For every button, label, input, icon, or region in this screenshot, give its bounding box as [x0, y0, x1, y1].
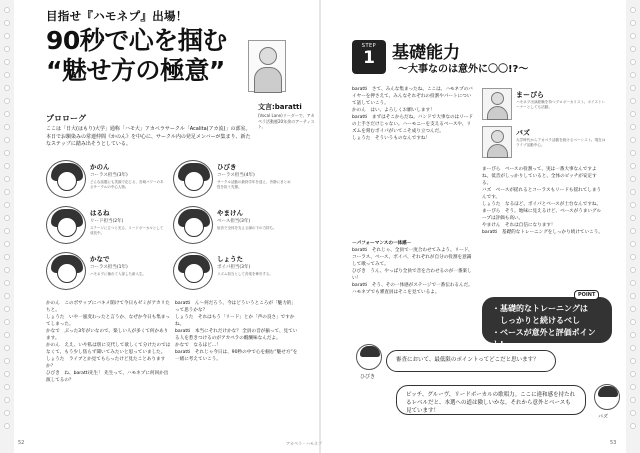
speaker-name: バズ [598, 414, 609, 420]
section-title: 基礎能力 [392, 43, 460, 63]
profile-desc: 大学時代からアカペラ活動を続けるベーシスト。現在はライブ活動中心。 [516, 138, 606, 147]
dialogue-column-1: かのん このボサップにバキメ開けて今日もゼミがアカリたちと。 しょうた いや一風変わったと言うか、なぜか今日も集まってしまった。 かなで ぶった3年がいなので、楽しい人が多くて何かあります。 かのん ええ、いや私は別に交代して欲しくて分けたのではなくて、もう少し焦らず聞いてみたいと思っていました。 しょうた ライブとか見てもらったけど見たことありますか？ ひびき ね、baratti先生！ 先生って、ハモネプに何回か出演してるの？ [46, 301, 171, 383]
cast-card [46, 206, 171, 250]
page-gutter [319, 0, 321, 453]
author-photo [248, 40, 286, 92]
speaker-name: ひびき [360, 374, 376, 380]
cast-grid [46, 160, 296, 290]
cast-desc: ハモネプに憧れて入部した新入生。 [90, 272, 146, 276]
point-line-3: ・ベースが意外と評価ポイント! [492, 328, 596, 349]
cast-role: ボイパ担当(3年) [217, 265, 251, 270]
cast-desc: ステージに立つと光る、リードボーカルとして成長中。 [90, 226, 164, 235]
avatar [173, 206, 213, 244]
cast-card [173, 206, 298, 250]
title-line-2: “魅せ方の極意” [46, 56, 225, 85]
dialogue-text: baratti それじゃ、全員で一度合わせてみよう。リード、コーラス、ベース、ボイパ、それぞれが自分の役割を意識して歌ってみて。 ひびき うん、やっぱり全員で音を合わせるのが一番楽しい！ baratti そう、その一体感がステージで一番伝わるんだ。ハモネプでも審査員はそこを見ているよ。 [352, 248, 473, 295]
point-line-1: ・基礎的なトレーニングは [492, 304, 588, 313]
footer-title: アカペラ・ハモネプ [286, 441, 322, 446]
cast-desc: サークル活動の最終学年を迎え、冷静にまとめ役を担う先輩。 [217, 180, 291, 189]
binder-holes-right [626, 0, 640, 453]
cast-name: はるね [90, 209, 110, 217]
dialogue-column-4 [352, 240, 474, 296]
article-kicker: 目指せ『ハモネプ』出場！ [46, 9, 188, 23]
cast-name: ひびき [217, 163, 237, 171]
dialogue-column-2: baratti ん～何だろう、今はどういうところが「魅力的」って思うかな？ しょうた それはもう「リード」とか「声の良さ」ですかね。 baratti 本当にそれだけかな？ 全員の音が揃って、見ている人を惹きつけるのがアカペラの醍醐味なんだよ。 かなで なるほど…！ baratti それじゃ今日は、90秒の中で心を掴む“魅せ方”を一緒に考えていこう。 [175, 301, 298, 362]
step-label: STEP [361, 43, 377, 49]
avatar-buzz [594, 384, 620, 410]
section-subtitle: ～大事なのは意外に〇〇!?～ [398, 64, 529, 75]
cast-name: かなで [90, 255, 110, 263]
avatar [46, 160, 86, 198]
step-number: 1 [363, 48, 375, 68]
cast-role: リード担当(2年) [90, 219, 124, 224]
author-photo-body [254, 67, 282, 93]
cast-name: しょうた [217, 255, 243, 263]
page-number-left: 52 [18, 440, 25, 446]
sub-heading: －パフォーマンスの一体感－ [352, 241, 412, 246]
profile-photo [482, 88, 512, 120]
author-photo-head [259, 47, 277, 65]
dialogue-column-3: baratti さて、みんな集まったね。ここは、ハモネプのバイヤーを押さえて、みんなそれぞれの役割やパートについて話していこう。 かのん はい、よろしくお願いします！ baratti まずはそこからだね。バンドで大事なのはリードの上手さだけじゃない。ハーモニーを支えるベースや、リズムを刻むボイパがいてこそ成り立つんだ。 しょうた そういうものなんですね！ [352, 87, 473, 141]
avatar-hibiki [356, 344, 382, 370]
avatar [173, 252, 213, 290]
cast-card [173, 252, 298, 296]
step-badge [352, 40, 386, 74]
article-title [46, 26, 227, 86]
profile-photo [482, 126, 512, 158]
cast-desc: リズム担当として音楽を牽引する。 [217, 272, 273, 276]
dialogue-column-5: まーぴら ベースの役割って、実は一番大事なんですよね。低音がしっかりしていると、全体のピッチが安定する。 バズ ベースが揺れるとコーラスもリードも揺れてしまうんです。 しょうた なるほど、ボイパとベースが土台なんですね。 まーぴら そう。地味に見えるけど、ベースがうまいグループは評価も高い。 やまけん それは自信になります！ baratti 基礎的なトレーニングをしっかり続けていこう。 [482, 167, 603, 235]
cast-name: やまけん [217, 209, 243, 217]
speech-bubble: 審査において、最低限のポイントってどこだと思います？ [386, 350, 556, 372]
cast-card [173, 160, 298, 204]
avatar [173, 160, 213, 198]
profile-card [482, 88, 612, 124]
point-tag: POINT [574, 290, 599, 300]
cast-role: コーラス担当(1年) [90, 265, 128, 270]
cast-desc: どんな話題にも笑顔で応じる、音域パワーのあるサークルの中心人物。 [90, 180, 164, 189]
cast-role: ベース担当(3年) [217, 219, 251, 224]
avatar [46, 252, 86, 290]
author-byline: 文言:baratti [258, 103, 302, 111]
cast-role: コーラス担当(3年) [90, 173, 128, 178]
point-box [482, 297, 612, 349]
cast-role: コーラス担当(4年) [217, 173, 255, 178]
avatar [46, 206, 86, 244]
binder-holes-left [0, 0, 14, 453]
profile-name: まーぴら [516, 91, 544, 99]
profile-card [482, 126, 612, 162]
prologue-heading: プロローグ [46, 114, 86, 123]
title-line-1: 90秒で心を掴む [46, 26, 227, 55]
cast-card [46, 160, 171, 204]
point-line-2: しっかりと続けるべし [492, 316, 580, 325]
profile-name: バズ [516, 129, 530, 137]
speech-bubble: ピッチ、グルーヴ、リードボーカルの歌唱力。ここに違和感を持たれるレベルだと、本選への道は険しいかな。それから意外とベースも見ています！ [396, 385, 586, 415]
profile-desc: ハモネプ出演経験を持つプロボーカリスト。ボイストレーナーとしても活動。 [516, 100, 606, 109]
cast-name: かのん [90, 163, 110, 171]
prologue-text: ここは「日大(はもり)大学」通称「ハモ大」アカペラサークル「Acalita(アカ流)」の部室。本日でお馴染みの常連仲間《かのん》を中心に、サークル内の発足メンバーが集まり、新たなステップに踏み出そうとしている。 [46, 126, 251, 147]
cast-card [46, 252, 171, 296]
page-number-right: 53 [610, 440, 617, 446]
author-note: (Vocal Lane)リーダーで、アカペラ活動歴20年余のアーティスト。 [258, 113, 315, 129]
cast-desc: 低音で全体を支える縁の下の力持ち。 [217, 226, 277, 230]
